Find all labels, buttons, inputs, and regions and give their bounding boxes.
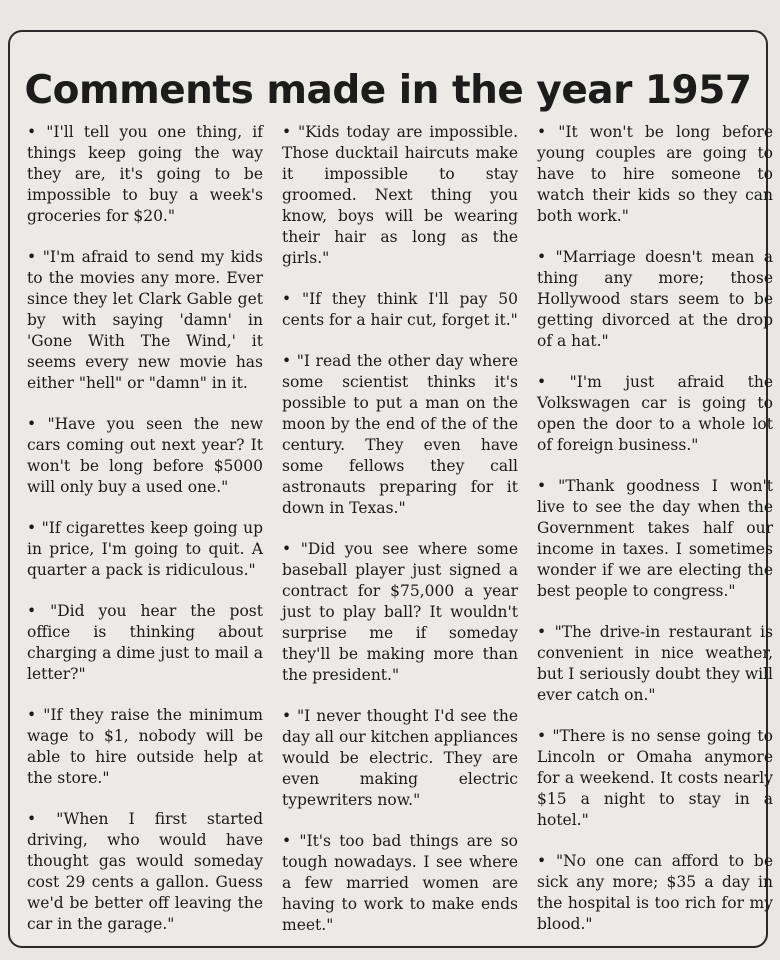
quote-item: • "If they think I'll pay 50 cents for a hair cut, forget it.": [282, 290, 518, 329]
column-left: [27, 122, 263, 935]
quote-item: • "I'm afraid to send my kids to the movies any more. Ever since they let Clark Gable get by with saying 'damn' in 'Gone With The Wind,' it seems every new movie has either "hell" or "damn" in it.: [27, 248, 263, 392]
article-title: Comments made in the year 1957: [24, 68, 752, 113]
quote-item: • "If they raise the minimum wage to $1, nobody will be able to hire outside help at the store.": [27, 706, 263, 787]
quote-item: • "Kids today are impossible. Those ducktail haircuts make it impossible to stay groomed. Next thing you know, boys will be wearing their hair as long as the girls.": [282, 123, 518, 267]
quote-item: • "I never thought I'd see the day all our kitchen appliances would be electric. They are even making electric typewriters now.": [282, 707, 518, 809]
column-right: [537, 122, 773, 935]
quote-item: • "The drive-in restaurant is convenient in nice weather, but I seriously doubt they will ever catch on.": [537, 623, 773, 704]
quote-item: • "If cigarettes keep going up in price, I'm going to quit. A quarter a pack is ridiculous.": [27, 519, 263, 579]
quote-item: • "No one can afford to be sick any more; $35 a day in the hospital is too rich for my blood.": [537, 852, 773, 933]
quote-item: • "I'll tell you one thing, if things keep going the way they are, it's going to be impossible to buy a week's groceries for $20.": [27, 123, 263, 225]
quote-item: • "I read the other day where some scientist thinks it's possible to put a man on the moon by the end of the of the century. They even have some fellows they call astronauts preparing for it down in Texas.": [282, 352, 518, 517]
quote-item: • "Did you see where some baseball player just signed a contract for $75,000 a year just to play ball? It wouldn't surprise me if someday they'll be making more than the president.": [282, 540, 518, 684]
quote-item: • "It won't be long before young couples are going to have to hire someone to watch their kids so they can both work.": [537, 123, 773, 225]
quote-item: • "Have you seen the new cars coming out next year? It won't be long before $5000 will only buy a used one.": [27, 415, 263, 496]
quote-item: • "I'm just afraid the Volkswagen car is going to open the door to a whole lot of foreign business.": [537, 373, 773, 454]
quote-item: • "When I first started driving, who would have thought gas would someday cost 29 cents a gallon. Guess we'd be better off leaving the car in the garage.": [27, 810, 263, 933]
column-middle: [282, 122, 518, 936]
quote-item: • "Did you hear the post office is thinking about charging a dime just to mail a letter?": [27, 602, 263, 683]
quote-item: • "It's too bad things are so tough nowadays. I see where a few married women are having to work to make ends meet.": [282, 832, 518, 934]
newspaper-clipping: [8, 30, 773, 948]
quote-item: • "Marriage doesn't mean a thing any more; those Hollywood stars seem to be getting divorced at the drop of a hat.": [537, 248, 773, 350]
quote-item: • "Thank goodness I won't live to see the day when the Government takes half our income in taxes. I sometimes wonder if we are electing the best people to congress.": [537, 477, 773, 600]
quote-item: • "There is no sense going to Lincoln or Omaha anymore for a weekend. It costs nearly $15 a night to stay in a hotel.": [537, 727, 773, 829]
